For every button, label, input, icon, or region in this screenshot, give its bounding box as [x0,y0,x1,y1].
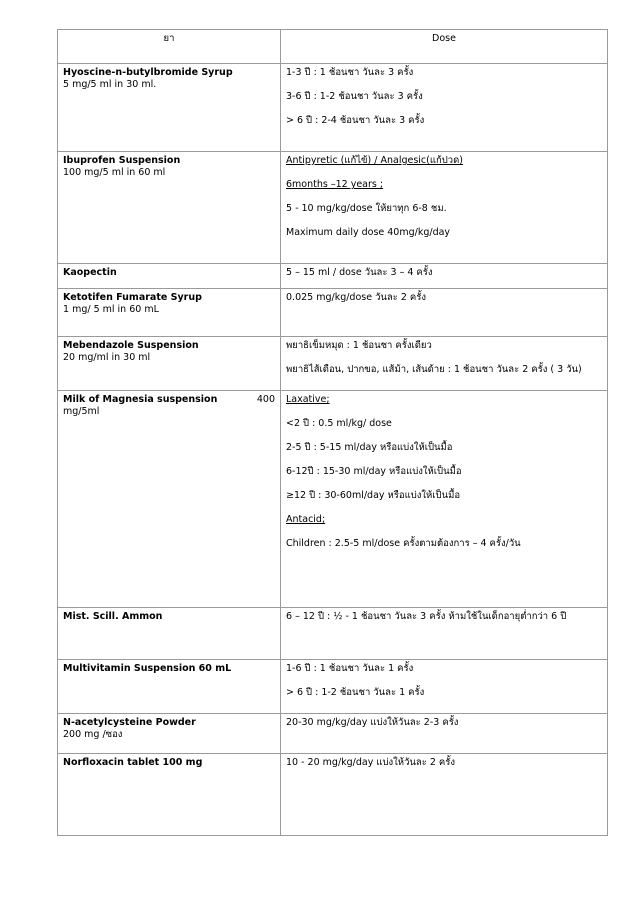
dose-line: พยาธิเข็มหมุด : 1 ช้อนชา ครั้งเดียว [286,340,432,351]
dose-cell [281,264,608,289]
dose-line: > 6 ปี : 2-4 ช้อนชา วันละ 3 ครั้ง [286,115,425,126]
drug-cell [58,391,281,608]
drug-name: Multivitamin Suspension 60 mL [63,663,232,674]
dose-line: > 6 ปี : 1-2 ช้อนชา วันละ 1 ครั้ง [286,687,425,698]
table-row [58,391,608,608]
dose-line: Antacid; [286,514,326,525]
drug-name-text: Milk of Magnesia suspension [63,394,218,405]
dose-line: Laxative; [286,394,330,405]
drug-strength: 20 mg/ml in 30 ml [63,352,151,363]
table-row [58,660,608,714]
drug-name: N-acetylcysteine Powder [63,717,196,728]
table-row [58,337,608,391]
drug-cell [58,64,281,152]
drug-name: Ibuprofen Suspension [63,155,181,166]
drug-strength: 5 mg/5 ml in 30 ml. [63,79,157,90]
table-row [58,608,608,660]
dose-line: 6months –12 years ; [286,179,384,190]
dose-table [57,29,608,836]
table-row [58,152,608,264]
dose-cell [281,64,608,152]
drug-strength: mg/5ml [63,406,100,417]
dose-line: 2-5 ปี : 5-15 ml/day หรือแบ่งให้เป็นมื้อ [286,442,453,453]
dose-line: Maximum daily dose 40mg/kg/day [286,227,451,238]
drug-name: Kaopectin [63,267,117,278]
drug-name: Mist. Scill. Ammon [63,611,163,622]
drug-name: Hyoscine-n-butylbromide Syrup [63,67,233,78]
table-row [58,264,608,289]
drug-strength: 1 mg/ 5 ml in 60 mL [63,304,159,315]
dose-line: Antipyretic (แก้ไข้) / Analgesic(แก้ปวด) [286,155,463,166]
dose-cell [281,152,608,264]
drug-name: Mebendazole Suspension [63,340,199,351]
dose-cell [281,714,608,754]
drug-name: Norfloxacin tablet 100 mg [63,757,203,768]
table-row [58,64,608,152]
table-row [58,289,608,337]
drug-cell [58,289,281,337]
dose-cell [281,337,608,391]
table-row [58,754,608,836]
dose-line: 6 – 12 ปี : ½ - 1 ช้อนชา วันละ 3 ครั้ง ห้ามใช้ในเด็กอายุต่ำกว่า 6 ปี [286,611,567,622]
drug-cell [58,608,281,660]
dose-line: 6-12ปี : 15-30 ml/day หรือแบ่งให้เป็นมื้อ [286,466,462,477]
drug-cell [58,754,281,836]
drug-strength: 200 mg /ซอง [63,729,123,740]
table-header-row [58,30,608,64]
dose-line: พยาธิไส้เดือน, ปากขอ, แส้ม้า, เส้นด้าย : 1 ช้อนชา วันละ 2 ครั้ง ( 3 วัน) [286,364,582,375]
dose-line: 10 - 20 mg/kg/day แบ่งให้วันละ 2 ครั้ง [286,757,456,768]
dose-line: 1-3 ปี : 1 ช้อนชา วันละ 3 ครั้ง [286,67,414,78]
drug-cell [58,152,281,264]
drug-cell [58,337,281,391]
dose-line: ≥12 ปี : 30-60ml/day หรือแบ่งให้เป็นมื้อ [286,490,461,501]
dose-line: 0.025 mg/kg/dose วันละ 2 ครั้ง [286,292,427,303]
dose-cell [281,608,608,660]
dose-line: 20-30 mg/kg/day แบ่งให้วันละ 2-3 ครั้ง [286,717,459,728]
dose-line: <2 ปี : 0.5 ml/kg/ dose [286,418,392,429]
table-row [58,714,608,754]
drug-cell [58,660,281,714]
drug-name-strength: 400 [256,394,275,405]
drug-strength: 100 mg/5 ml in 60 ml [63,167,166,178]
dose-cell [281,660,608,714]
column-header-dose: Dose [281,30,608,64]
drug-cell [58,714,281,754]
drug-name [63,394,275,406]
drug-name: Ketotifen Fumarate Syrup [63,292,202,303]
dose-line: 5 – 15 ml / dose วันละ 3 – 4 ครั้ง [286,267,433,278]
dose-line: Children : 2.5-5 ml/dose ครั้งตามต้องการ – 4 ครั้ง/วัน [286,538,521,549]
dose-cell [281,391,608,608]
dose-cell [281,289,608,337]
drug-cell [58,264,281,289]
dose-line: 1-6 ปี : 1 ช้อนชา วันละ 1 ครั้ง [286,663,414,674]
column-header-drug: ยา [58,30,281,64]
dose-cell [281,754,608,836]
dose-line: 5 - 10 mg/kg/dose ให้ยาทุก 6-8 ชม. [286,203,447,214]
dose-line: 3-6 ปี : 1-2 ช้อนชา วันละ 3 ครั้ง [286,91,423,102]
